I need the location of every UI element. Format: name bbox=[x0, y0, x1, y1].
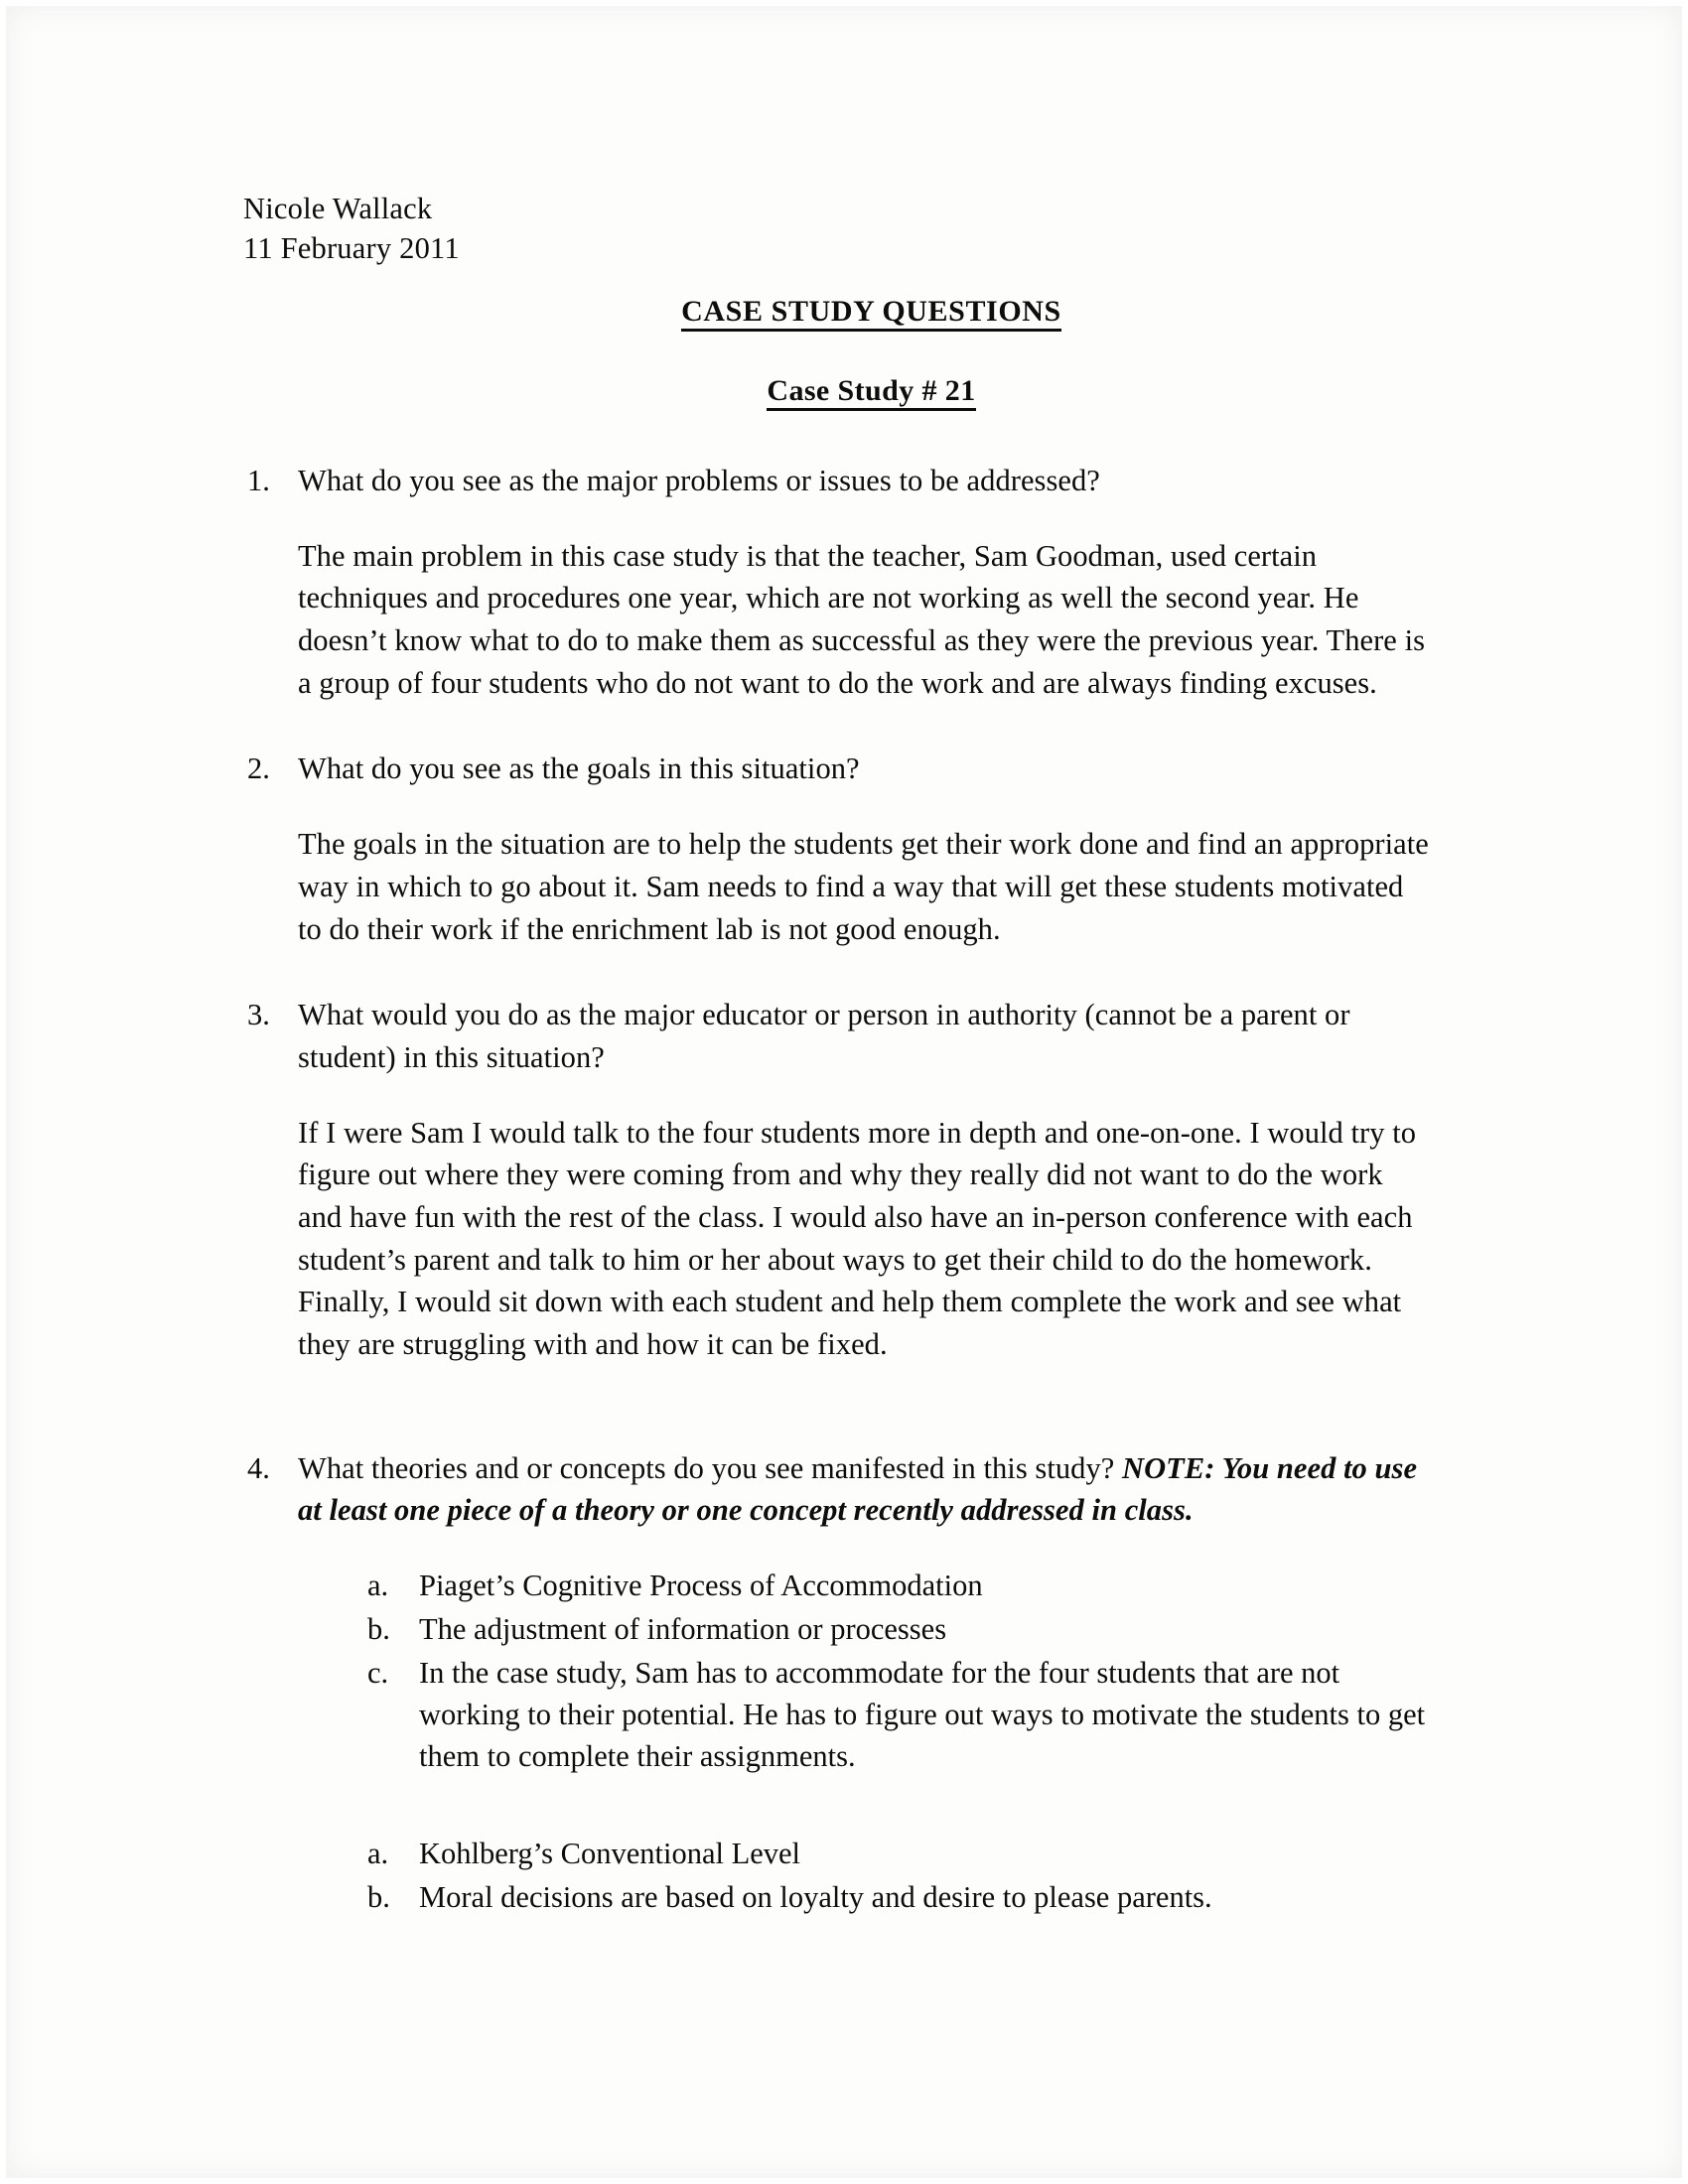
sub-list-text: The adjustment of information or processes bbox=[419, 1611, 947, 1646]
document-date: 11 February 2011 bbox=[243, 231, 460, 266]
questions-list bbox=[243, 460, 1430, 1919]
sub-list-item bbox=[298, 1833, 1430, 1874]
sub-list-letter: a. bbox=[367, 1837, 389, 1871]
answer-text-3: If I were Sam I would talk to the four students more in depth and one-on-one. I would try to figure out where they were coming from and why they really did not want to do the work and have fun with the rest of the class. I would also have an in-person conference with each student’s parent and talk to him or her about ways to get their child to do the homework. Finally, I would sit down with each student and help them complete the work and see what they are struggling with and how it can be fixed. bbox=[298, 1115, 1417, 1362]
question-text-2: What do you see as the goals in this situation? bbox=[298, 751, 860, 786]
question-number-3: 3. bbox=[247, 998, 270, 1032]
sub-list-letter: b. bbox=[367, 1880, 390, 1915]
sub-list-group-1 bbox=[298, 1565, 1430, 1777]
spacer bbox=[243, 1366, 1430, 1447]
sub-list-text: Piaget’s Cognitive Process of Accommodation bbox=[419, 1568, 983, 1602]
spacer bbox=[243, 704, 1430, 748]
document-subtitle-text: Case Study # 21 bbox=[767, 374, 975, 411]
document-title bbox=[243, 295, 1430, 329]
answer-text-1: The main problem in this case study is that the teacher, Sam Goodman, used certain techniques and procedures one year, which are not working as well the second year. He doesn’t know what to do to make them as successful as they were the previous year. There is a group of four students who do not want to do the work and are always finding excuses. bbox=[298, 538, 1426, 700]
sub-list-letter: a. bbox=[367, 1568, 389, 1602]
question-number-2: 2. bbox=[247, 751, 270, 786]
question-number-4: 4. bbox=[247, 1450, 270, 1485]
question-4-note: NOTE: You need to use at least one piece of a theory or one concept recently addressed in class. bbox=[298, 1450, 1418, 1527]
question-4-prompt: What theories and or concepts do you see manifested in this study? bbox=[298, 1450, 1123, 1485]
sub-list-item bbox=[298, 1876, 1430, 1918]
sub-list-text: Moral decisions are based on loyalty and desire to please parents. bbox=[419, 1880, 1212, 1915]
author-name: Nicole Wallack bbox=[243, 192, 433, 225]
document-title-text: CASE STUDY QUESTIONS bbox=[681, 295, 1061, 332]
question-item-2 bbox=[243, 748, 1430, 950]
question-text-3: What would you do as the major educator or person in authority (cannot be a parent or student) in this situation? bbox=[298, 998, 1350, 1074]
spacer bbox=[243, 950, 1430, 994]
sub-list-letter: b. bbox=[367, 1611, 390, 1646]
sub-list-text: Kohlberg’s Conventional Level bbox=[419, 1837, 801, 1871]
question-text-4 bbox=[298, 1447, 1430, 1531]
question-item-1 bbox=[243, 460, 1430, 705]
sub-list-group-2 bbox=[298, 1833, 1430, 1918]
document-subtitle bbox=[243, 374, 1430, 408]
question-text-1: What do you see as the major problems or issues to be addressed? bbox=[298, 463, 1100, 497]
question-item-4 bbox=[243, 1447, 1430, 1919]
sub-list-item bbox=[298, 1608, 1430, 1650]
question-item-3 bbox=[243, 994, 1430, 1365]
sub-list-text: In the case study, Sam has to accommodate for the four students that are not working to their potential. He has to figure out ways to motivate the students to get them to complete their assignments. bbox=[419, 1656, 1426, 1774]
document-content bbox=[243, 189, 1430, 1934]
sub-list-item bbox=[298, 1652, 1430, 1777]
answer-text-2: The goals in the situation are to help the students get their work done and find an appropriate way in which to go about it. Sam needs to find a way that will get these students motivated to do their work if the enrichment lab is not good enough. bbox=[298, 827, 1429, 946]
sub-list-letter: c. bbox=[367, 1656, 389, 1691]
sub-list-item bbox=[298, 1565, 1430, 1606]
question-number-1: 1. bbox=[247, 463, 270, 497]
